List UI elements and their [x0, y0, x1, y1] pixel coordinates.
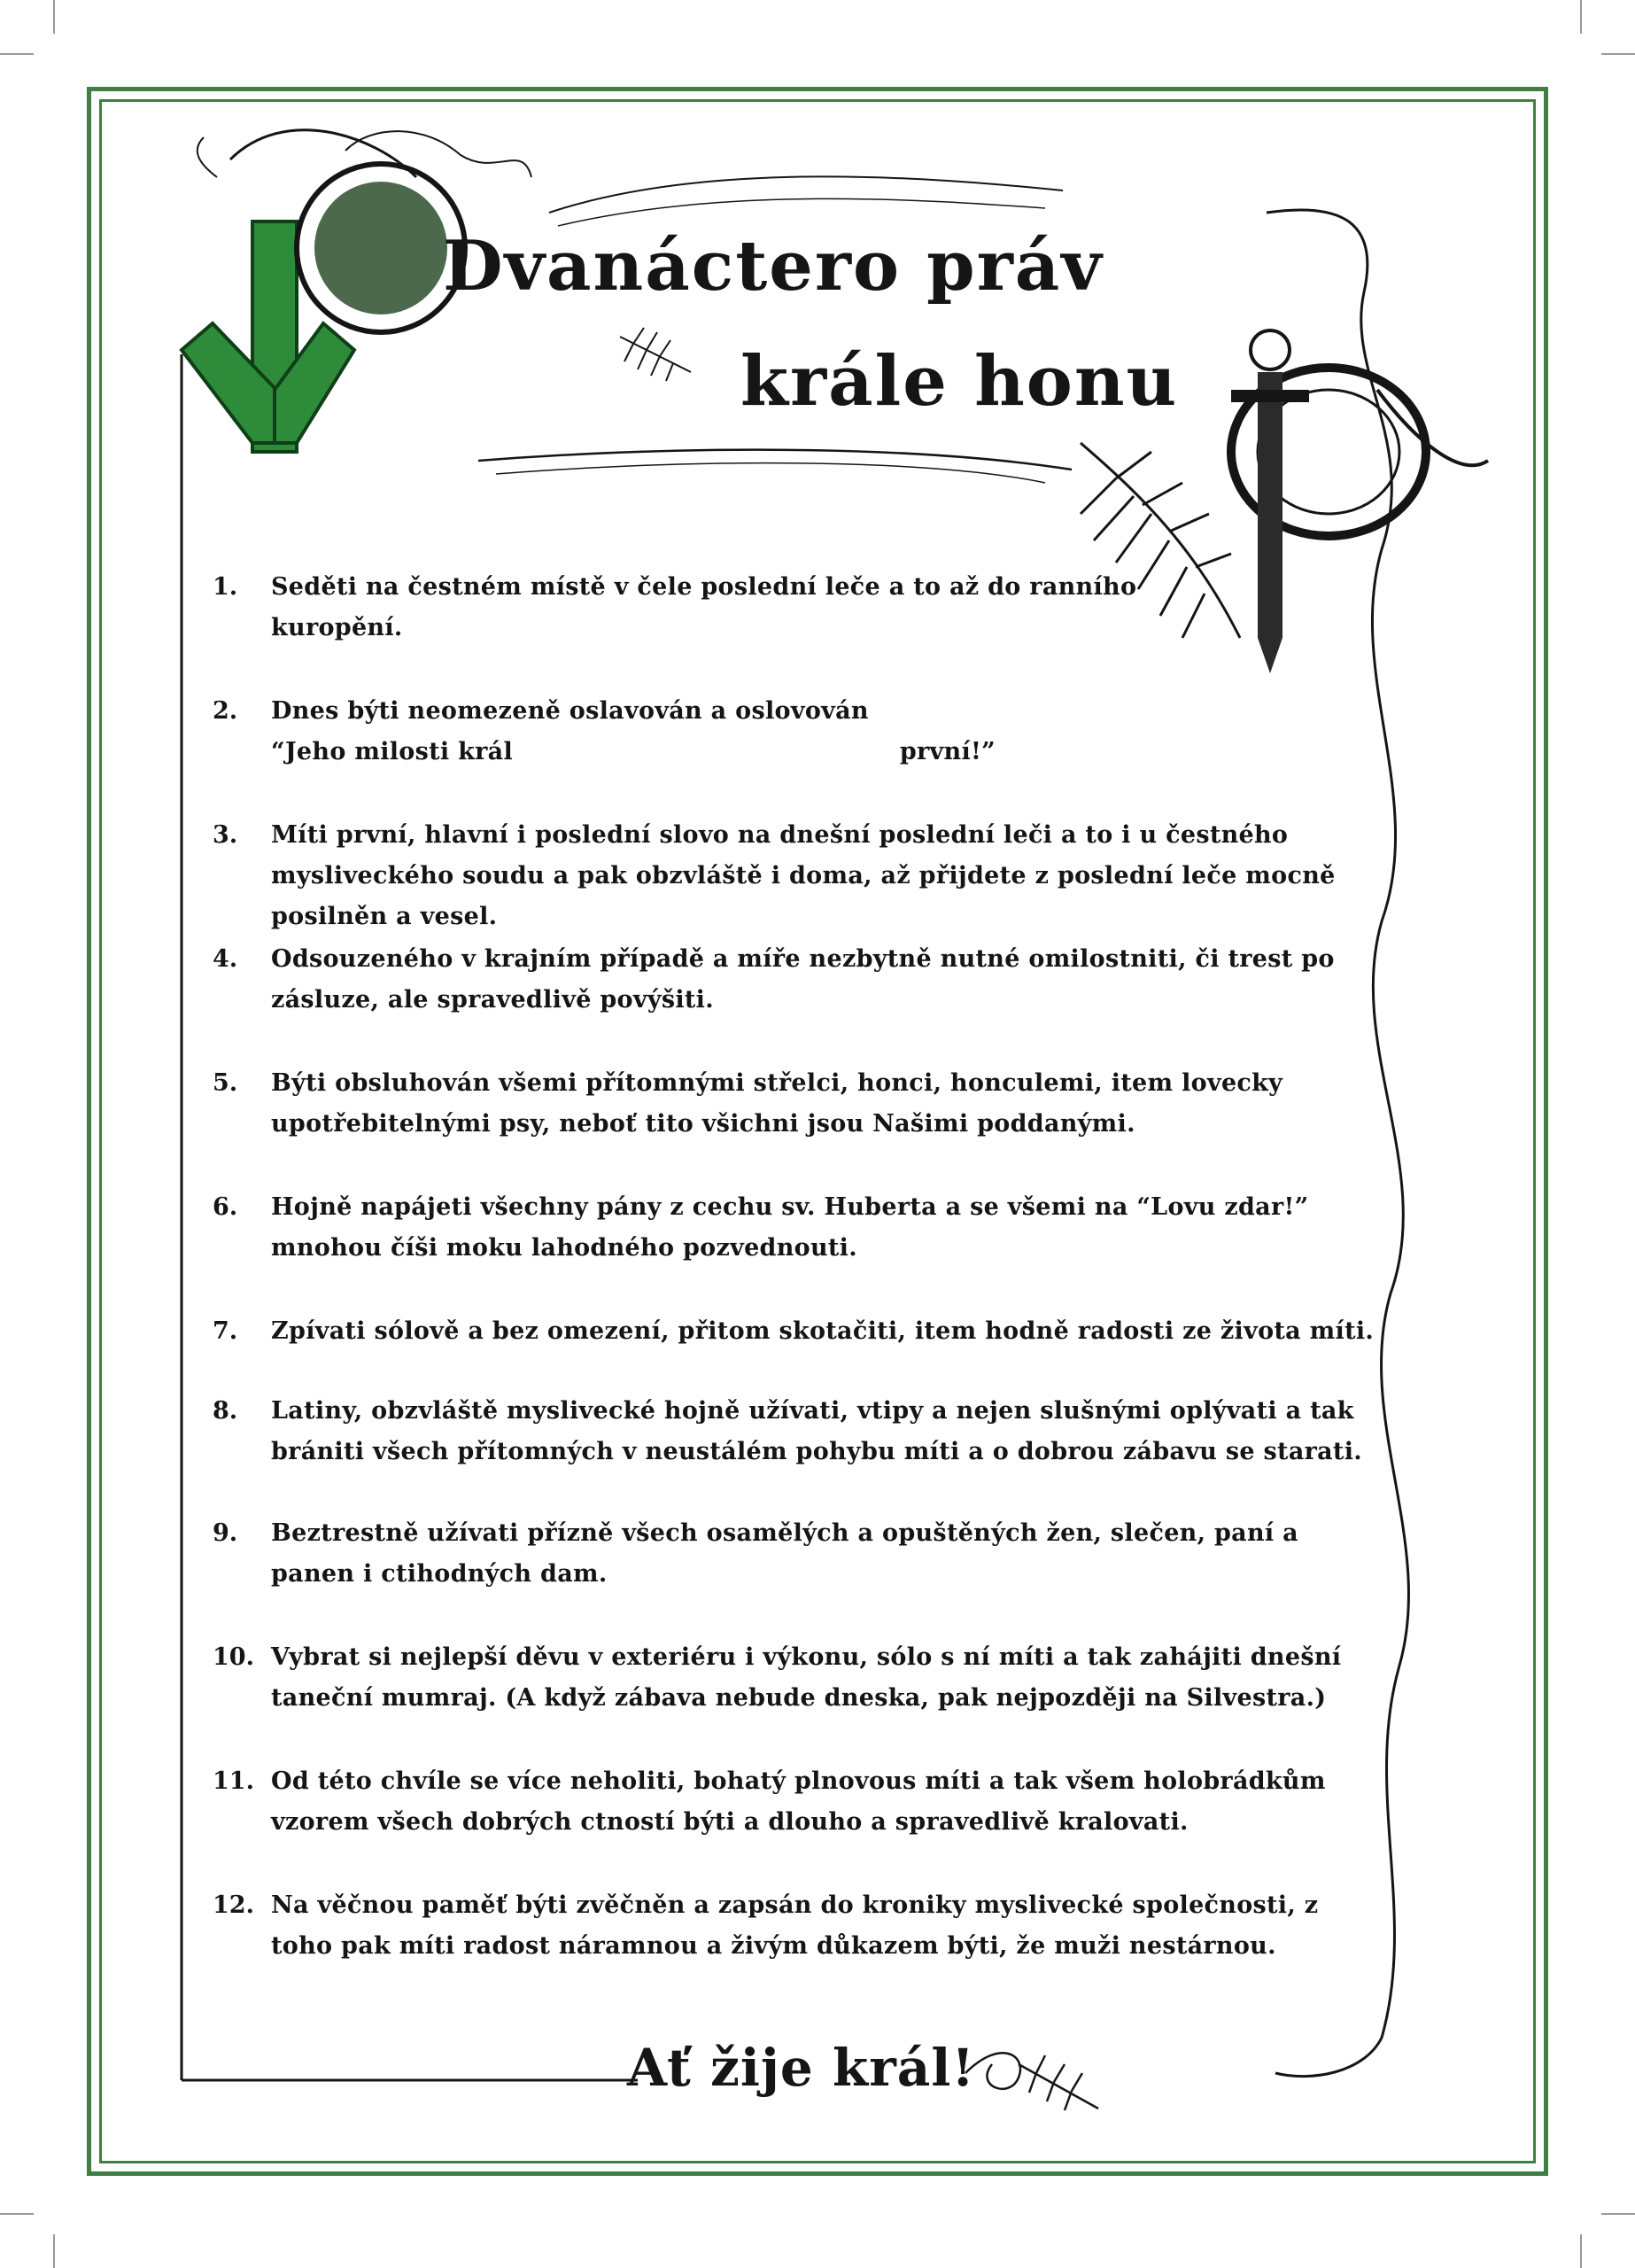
right-number: 12. — [213, 1891, 254, 1919]
right-2-line1: Dnes býti neomezeně oslavován a oslovován — [271, 697, 869, 725]
right-text: Zpívati sólově a bez omezení, přitom skotačiti, item hodně radosti ze života míti. — [271, 1317, 1375, 1345]
right-item-12 — [213, 1885, 1399, 1967]
right-item-11 — [213, 1761, 1399, 1843]
right-item-9 — [213, 1513, 1399, 1595]
right-text: Míti první, hlavní i poslední slovo na dnešní poslední leči a to i u čestného mysliveckého soudu a pak obzvláště i doma, až přijdete z poslední leče mocně posilněn a vesel. — [271, 821, 1336, 930]
right-text: Od této chvíle se více neholiti, bohatý plnovous míti a tak všem holobrádkům vzorem všech dobrých ctností býti a dlouho a spravedlivě kralovati. — [271, 1767, 1326, 1836]
right-text — [271, 691, 1387, 773]
small-sprig-icon — [620, 328, 691, 381]
right-number: 1. — [213, 573, 238, 601]
right-text: Vybrat si nejlepší děvu v exteriéru i výkonu, sólo s ní míti a tak zahájiti dnešní taneční mumraj. (A když zábava nebude dneska, pak nejpozději na Silvestra.) — [271, 1643, 1342, 1712]
right-number: 10. — [213, 1643, 254, 1671]
right-number: 4. — [213, 945, 238, 973]
right-item-6 — [213, 1187, 1399, 1269]
right-text: Býti obsluhován všemi přítomnými střelci, honci, honculemi, item lovecky upotřebitelnými psy, neboť tito všichni jsou Našimi poddanými. — [271, 1069, 1283, 1138]
flourish-top — [549, 176, 1063, 213]
right-item-3 — [213, 815, 1399, 937]
right-text: Odsouzeného v krajním případě a míře nezbytně nutné omilostniti, či trest po zásluze, ale spravedlivě povýšiti. — [271, 945, 1335, 1014]
right-item-7 — [213, 1311, 1399, 1352]
page-title-line1: Dvanáctero práv — [443, 226, 1104, 307]
flourish-under-title-2 — [496, 463, 1045, 483]
right-item-2 — [213, 691, 1399, 773]
right-text: Na věčnou paměť býti zvěčněn a zapsán do kroniky myslivecké společnosti, z toho pak míti radost náramnou a živým důkazem býti, že muži nestárnou. — [271, 1891, 1319, 1960]
right-text: Latiny, obzvláště myslivecké hojně užívati, vtipy a nejen slušnými oplývati a tak brániti všech přítomných v neustálém pohybu míti a o dobrou zábavu se starati. — [271, 1397, 1362, 1465]
right-number: 9. — [213, 1519, 238, 1547]
right-number: 5. — [213, 1069, 238, 1097]
flourish-top-2 — [558, 198, 1045, 226]
closing-flourish-icon — [965, 2053, 1098, 2110]
right-number: 2. — [213, 697, 238, 725]
right-item-8 — [213, 1391, 1399, 1472]
right-text: Seděti na čestném místě v čele poslední leče a to až do ranního kuropění. — [271, 573, 1137, 641]
king-title-end: první!” — [899, 738, 996, 765]
flourish-under-title — [478, 450, 1072, 470]
closing-toast: Ať žije král! — [627, 2038, 975, 2098]
right-item-10 — [213, 1637, 1399, 1719]
right-item-4 — [213, 939, 1399, 1021]
right-text: Hojně napájeti všechny pány z cechu sv. Huberta a se všemi na “Lovu zdar!” mnohou číši moku lahodného pozvednouti. — [271, 1193, 1309, 1262]
right-text: Beztrestně užívati přízně všech osamělých a opuštěných žen, slečen, paní a panen i ctihodných dam. — [271, 1519, 1298, 1588]
right-number: 8. — [213, 1397, 238, 1425]
right-number: 7. — [213, 1317, 238, 1345]
right-number: 11. — [213, 1767, 254, 1795]
right-number: 3. — [213, 821, 238, 849]
right-2-line2 — [271, 732, 996, 773]
right-item-5 — [213, 1063, 1399, 1145]
king-title-start: “Jeho milosti král — [271, 738, 514, 765]
right-number: 6. — [213, 1193, 238, 1221]
page-title-line2: krále honu — [740, 341, 1179, 422]
right-item-1 — [213, 567, 1399, 649]
